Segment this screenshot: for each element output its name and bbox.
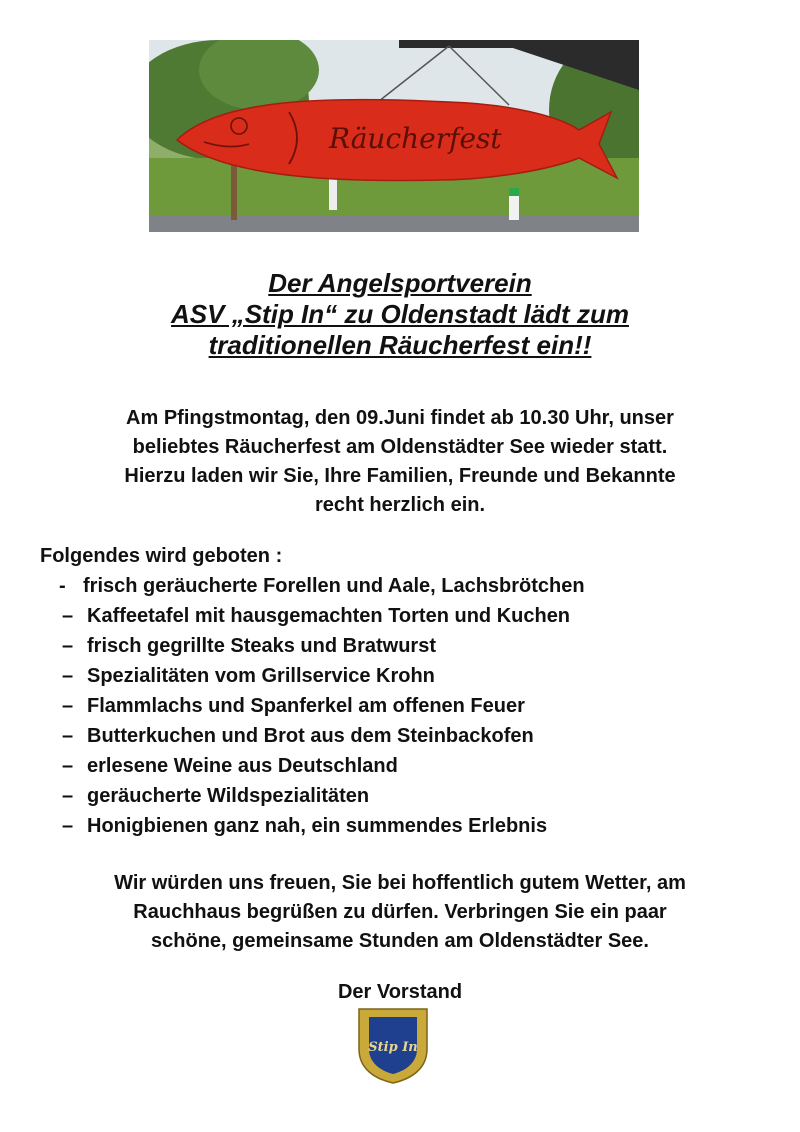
offer-item-text: Honigbienen ganz nah, ein summendes Erlebnis (87, 815, 548, 837)
list-dash: – (62, 635, 74, 657)
fish-sign-photo (149, 40, 639, 232)
offer-item (57, 601, 585, 631)
offer-item-text: Kaffeetafel mit hausgemachten Torten und Kuchen (87, 605, 571, 627)
fish-sign-text: Räucherfest (329, 122, 502, 155)
offer-item (57, 751, 585, 781)
offer-item-text: frisch gegrillte Steaks und Bratwurst (87, 635, 436, 657)
list-dash: – (62, 725, 74, 747)
offer-item (57, 691, 585, 721)
offer-item (57, 781, 585, 811)
headline (0, 268, 800, 361)
intro-line-3: Hierzu laden wir Sie, Ihre Familien, Freunde und Bekannte (124, 465, 676, 487)
offer-item-text: geräucherte Wildspezialitäten (87, 785, 370, 807)
offer-list (57, 571, 585, 841)
headline-line-1: Der Angelsportverein (268, 268, 532, 298)
closing-paragraph (30, 869, 770, 956)
signature: Der Vorstand (337, 981, 463, 1003)
intro-line-1: Am Pfingstmontag, den 09.Juni findet ab 10.30 Uhr, unser (126, 407, 674, 429)
list-dash: – (62, 815, 74, 837)
header-photo (149, 40, 639, 232)
club-logo (355, 1005, 431, 1085)
intro-paragraph (40, 404, 760, 520)
offer-item-text: Flammlachs und Spanferkel am offenen Feuer (87, 695, 525, 717)
headline-line-3: traditionellen Räucherfest ein!! (208, 330, 592, 360)
closing-line-2: Rauchhaus begrüßen zu dürfen. Verbringen Sie ein paar (133, 901, 667, 923)
intro-line-2: beliebtes Räucherfest am Oldenstädter See wieder statt. (132, 436, 668, 458)
offer-heading: Folgendes wird geboten : (40, 545, 283, 567)
list-dash: – (62, 755, 74, 777)
offer-item (57, 571, 585, 601)
offer-item-text: Butterkuchen und Brot aus dem Steinbackofen (87, 725, 534, 747)
list-dash: – (62, 605, 74, 627)
offer-item-text: frisch geräucherte Forellen und Aale, Lachsbrötchen (83, 575, 585, 597)
offer-item (57, 661, 585, 691)
list-dash: – (62, 785, 74, 807)
closing-line-1: Wir würden uns freuen, Sie bei hoffentlich gutem Wetter, am (114, 872, 686, 894)
intro-line-4: recht herzlich ein. (314, 494, 486, 516)
offer-item-text: Spezialitäten vom Grillservice Krohn (87, 665, 435, 687)
headline-line-2: ASV „Stip In“ zu Oldenstadt lädt zum (171, 299, 629, 329)
list-dash: - (59, 575, 66, 597)
offer-item (57, 721, 585, 751)
list-dash: – (62, 665, 74, 687)
logo-emblem-text: Stip In (368, 1040, 418, 1055)
offer-item (57, 631, 585, 661)
offer-item-text: erlesene Weine aus Deutschland (87, 755, 398, 777)
closing-line-3: schöne, gemeinsame Stunden am Oldenstädter See. (151, 930, 649, 952)
list-dash: – (62, 695, 74, 717)
offer-item (57, 811, 585, 841)
